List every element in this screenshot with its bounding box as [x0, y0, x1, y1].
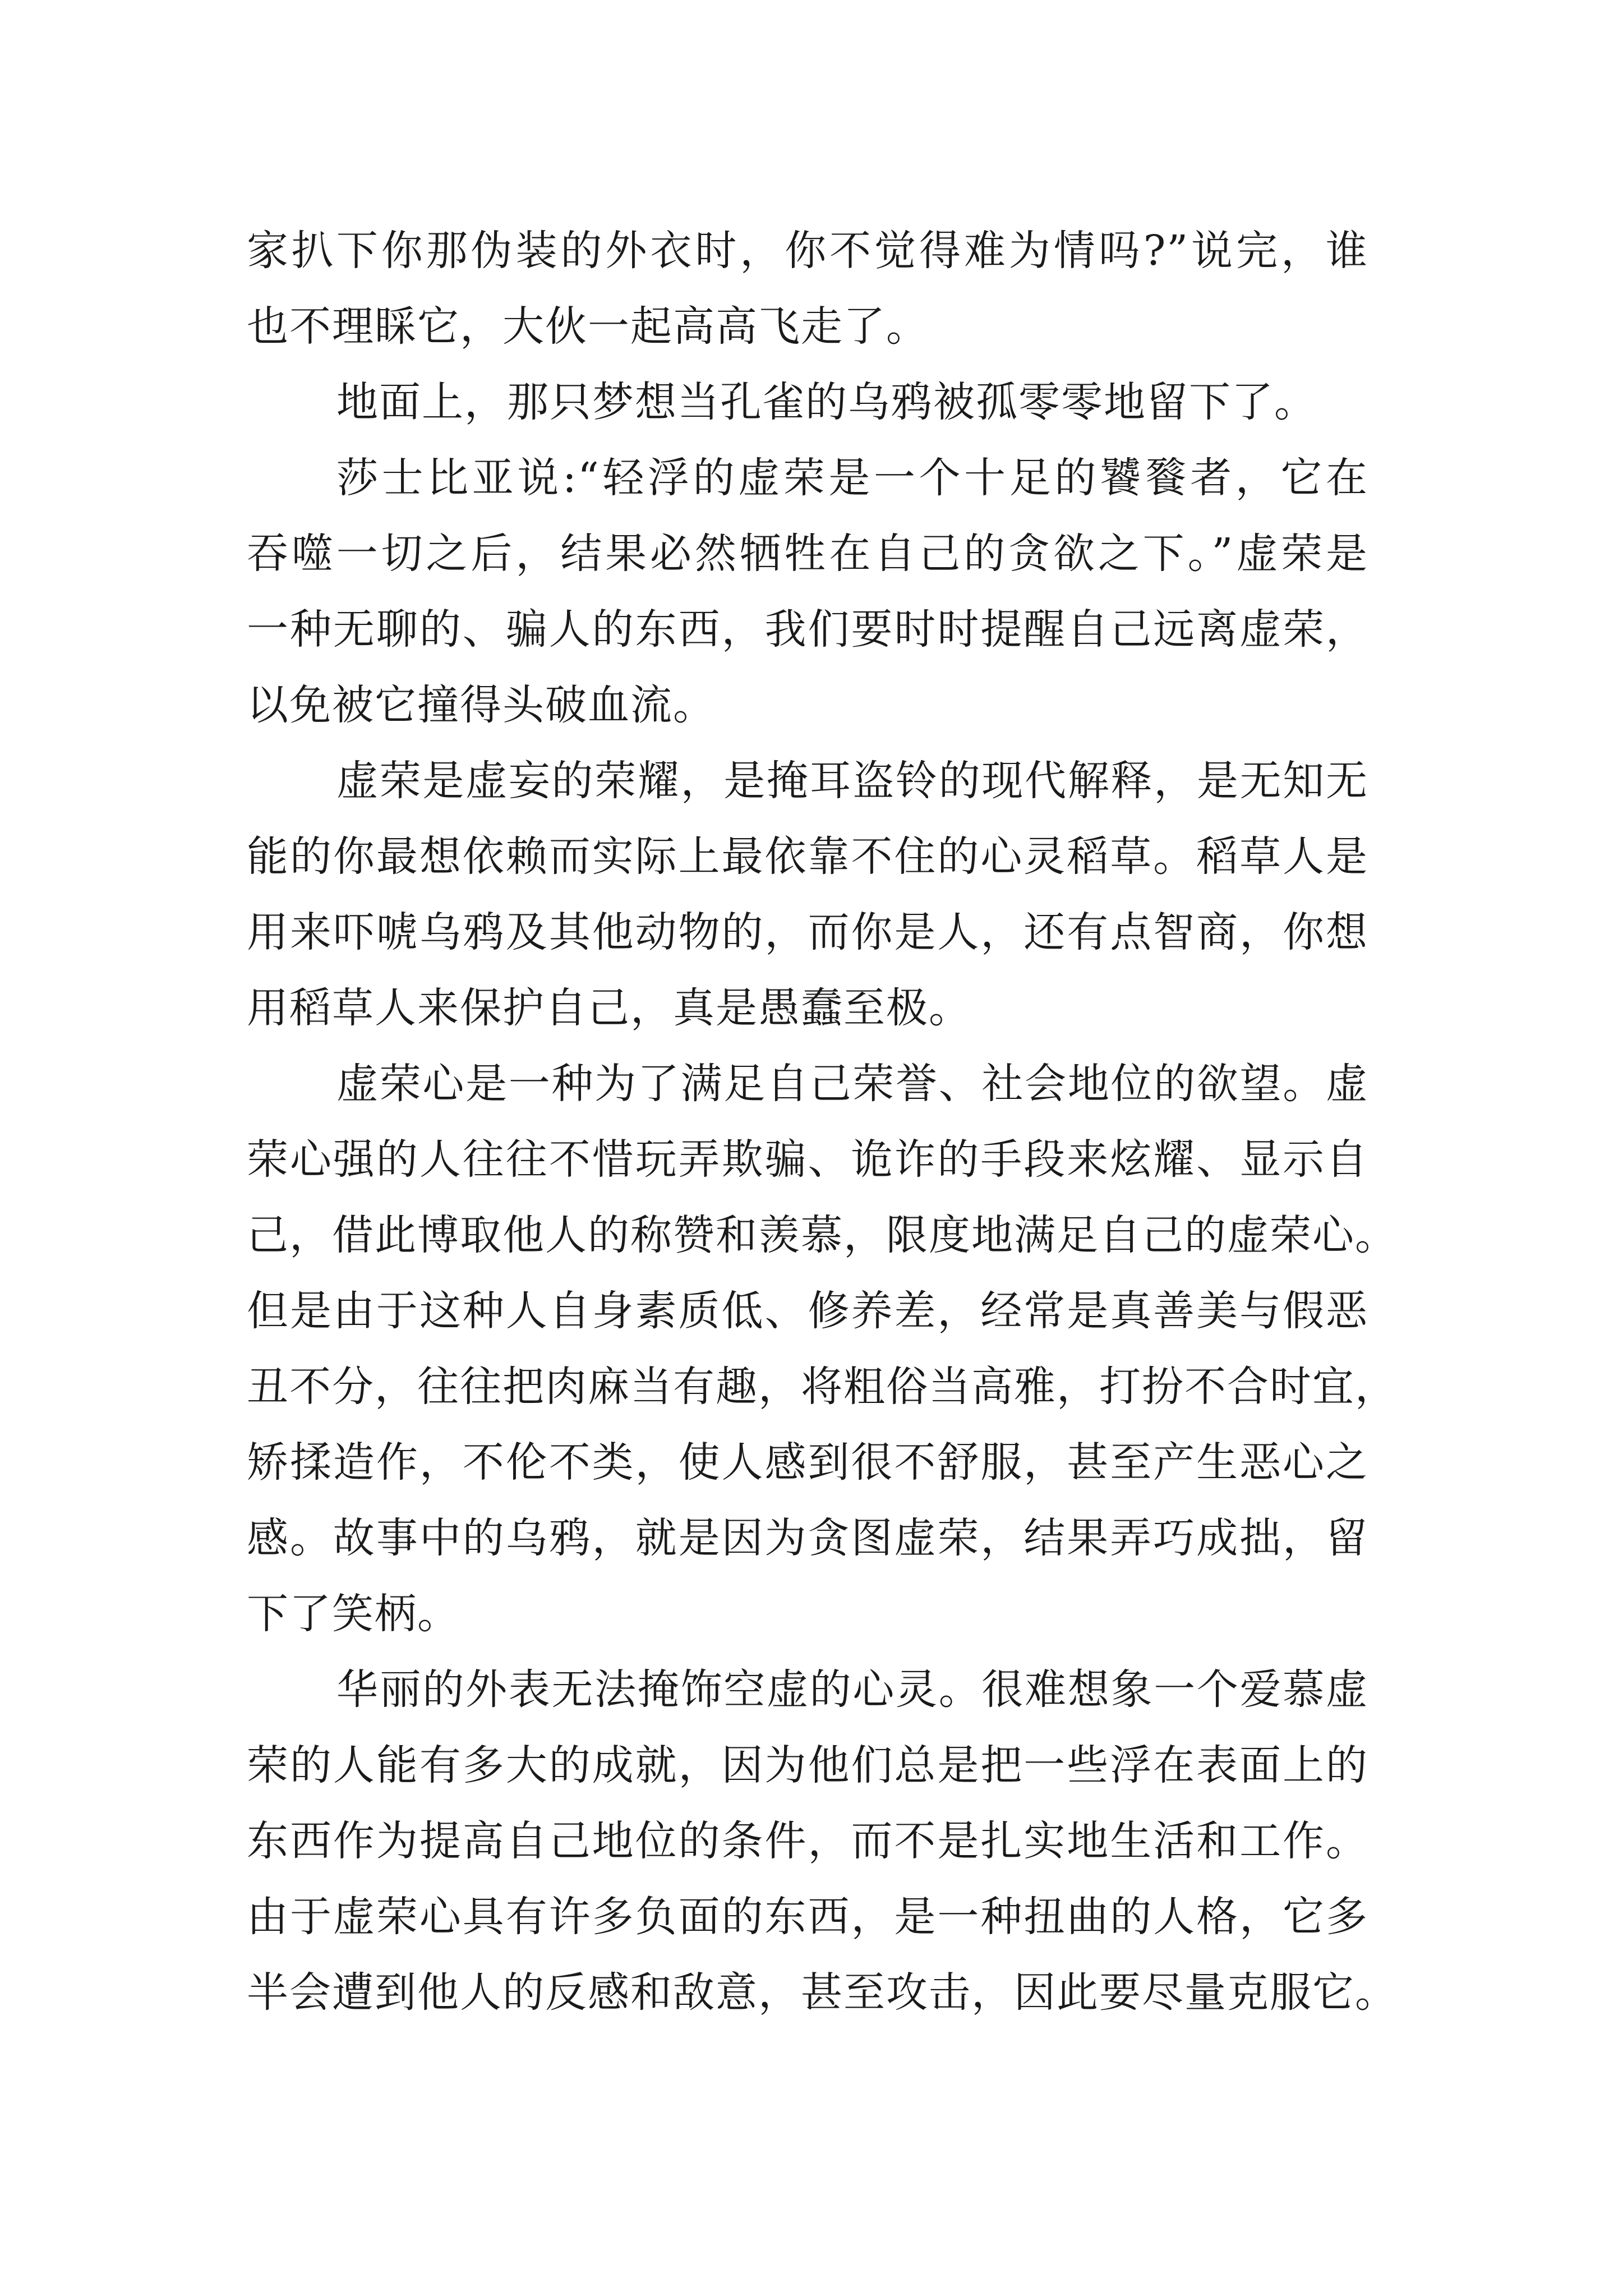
text-line: 己，借此博取他人的称赞和羡慕，限度地满足自己的虚荣心。: [247, 1211, 1398, 1259]
paragraph: [247, 1652, 1398, 2031]
text-line: 一种无聊的、骗人的东西，我们要时时提醒自己远离虚荣，: [247, 605, 1368, 654]
text-line: 莎士比亚说:“轻浮的虚荣是一个十足的饕餮者，它在: [336, 454, 1368, 502]
paragraph: [247, 213, 1368, 365]
text-line: 也不理睬它，大伙一起高高飞走了。: [247, 302, 929, 351]
paragraph: [247, 1046, 1398, 1652]
text-line: 东西作为提高自己地位的条件，而不是扎实地生活和工作。: [247, 1817, 1368, 1865]
text-line: 虚荣心是一种为了满足自己荣誉、社会地位的欲望。虚: [336, 1060, 1368, 1108]
text-line: 虚荣是虚妄的荣耀，是掩耳盗铃的现代解释，是无知无: [336, 757, 1368, 805]
text-line: 地面上，那只梦想当孔雀的乌鸦被孤零零地留下了。: [336, 378, 1317, 426]
text-line: 以免被它撞得头破血流。: [247, 681, 716, 729]
text-line: 华丽的外表无法掩饰空虚的心灵。很难想象一个爱慕虚: [336, 1665, 1368, 1714]
text-line: 丑不分，往往把肉麻当有趣，将粗俗当高雅，打扮不合时宜，: [247, 1363, 1398, 1411]
text-line: 家扒下你那伪装的外衣时，你不觉得难为情吗?”说完，谁: [247, 227, 1368, 275]
text-line: 荣的人能有多大的成就，因为他们总是把一些浮在表面上的: [247, 1741, 1368, 1789]
text-line: 感。故事中的乌鸦，就是因为贪图虚荣，结果弄巧成拙，留: [247, 1514, 1368, 1562]
text-line: 荣心强的人往往不惜玩弄欺骗、诡诈的手段来炫耀、显示自: [247, 1135, 1368, 1184]
text-line: 用来吓唬乌鸦及其他动物的，而你是人，还有点智商，你想: [247, 908, 1368, 956]
text-line: 矫揉造作，不伦不类，使人感到很不舒服，甚至产生恶心之: [247, 1438, 1368, 1487]
paragraph: [247, 365, 1368, 440]
document-page: [247, 213, 1398, 2031]
paragraph: [247, 743, 1368, 1046]
text-line: 但是由于这种人自身素质低、修养差，经常是真善美与假恶: [247, 1287, 1368, 1335]
text-line: 由于虚荣心具有许多负面的东西，是一种扭曲的人格，它多: [247, 1893, 1368, 1941]
text-line: 用稻草人来保护自己，真是愚蠢至极。: [247, 984, 971, 1032]
paragraph: [247, 440, 1368, 743]
text-line: 半会遭到他人的反感和敌意，甚至攻击，因此要尽量克服它。: [247, 1968, 1398, 2017]
text-line: 下了笑柄。: [247, 1590, 460, 1638]
text-line: 能的你最想依赖而实际上最依靠不住的心灵稻草。稻草人是: [247, 832, 1368, 881]
text-line: 吞噬一切之后，结果必然牺牲在自己的贪欲之下。”虚荣是: [247, 530, 1368, 578]
